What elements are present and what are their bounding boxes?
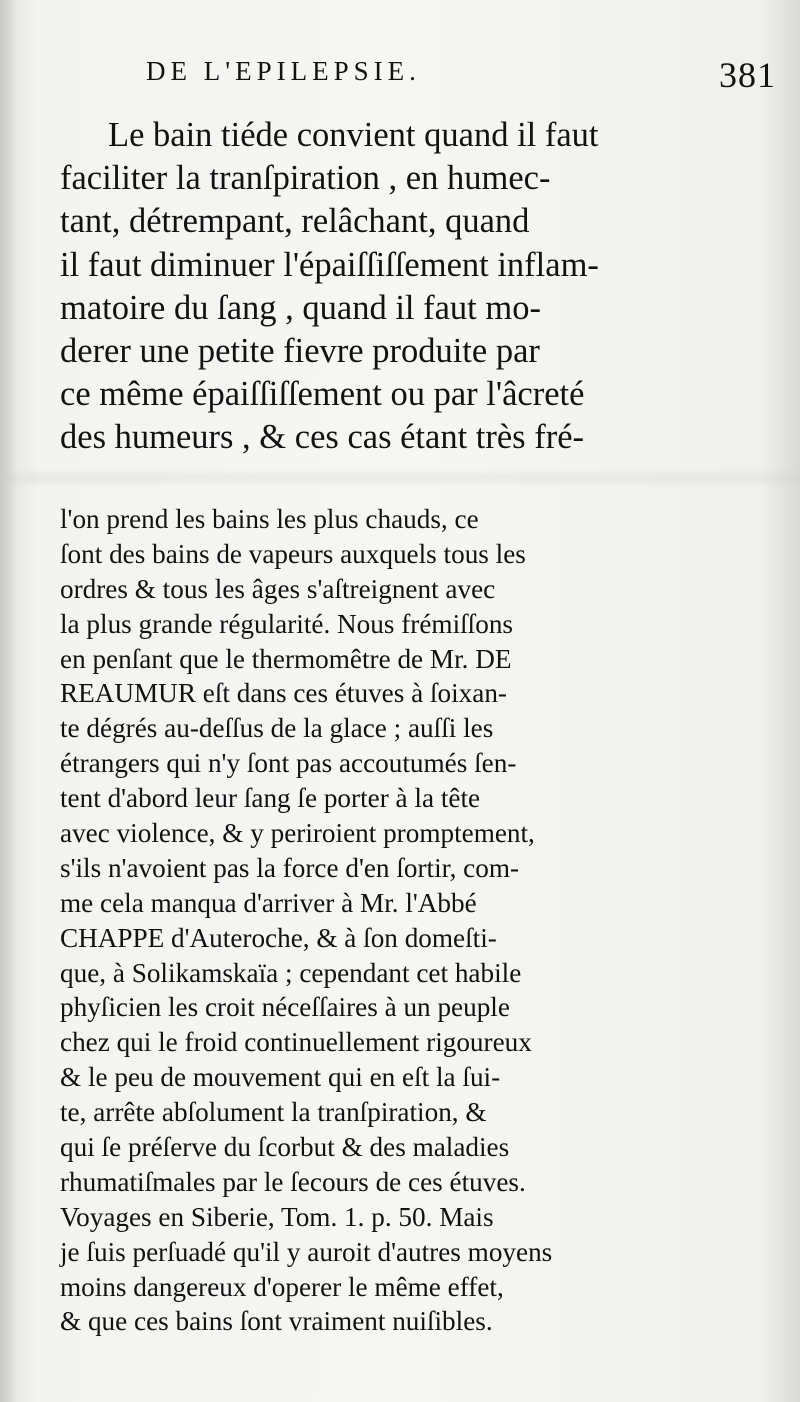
footnote-line: ordres & tous les âges s'aſtreignent avec (60, 573, 496, 604)
footnote-line: & le peu de mouvement qui en eſt la ſui- (60, 1062, 501, 1093)
footnote-line: s'ils n'avoient pas la force d'en ſortir, com- (60, 852, 520, 883)
footnote-line: je ſuis perſuadé qu'il y auroit d'autres moyens (60, 1236, 553, 1267)
text-line: tant, détrempant, relâchant, quand (60, 202, 530, 241)
footnote-line: Voyages en Siberie, Tom. 1. p. 50. Mais (60, 1201, 494, 1232)
page-header (62, 50, 780, 100)
main-paragraph (60, 114, 780, 460)
footnote-line: qui ſe préſerve du ſcorbut & des maladies (60, 1132, 510, 1163)
footnote-line: chez qui le froid continuellement rigoureux (60, 1027, 532, 1058)
footnote-line: te, arrête abſolument la tranſpiration, & (60, 1097, 487, 1128)
text-line: faciliter la tranſpiration , en humec- (60, 159, 551, 198)
text-line: ce même épaiſſiſſement ou par l'âcreté (60, 375, 585, 414)
footnote-line: & que ces bains ſont vraiment nuiſibles. (60, 1306, 493, 1337)
running-title: DE L'EPILEPSIE. (146, 56, 421, 86)
footnote-line: te dégrés au-deſſus de la glace ; auſſi les (60, 713, 494, 744)
footnote-line: CHAPPE d'Auteroche, & à ſon domeſti- (60, 922, 497, 953)
page-number: 381 (719, 55, 776, 95)
footnote-line: l'on prend les bains les plus chauds, ce (60, 504, 479, 534)
text-line: des humeurs , & ces cas étant très fré- (60, 418, 585, 457)
footnote-line: en penſant que le thermomêtre de Mr. DE (60, 643, 512, 674)
footnote-line: phyſicien les croit néceſſaires à un peuple (60, 992, 510, 1023)
footnote-line: me cela manqua d'arriver à Mr. l'Abbé (60, 887, 477, 918)
text-line: il faut diminuer l'épaiſſiſſement inflam- (60, 245, 599, 284)
footnote-line: avec violence, & y periroient promptement, (60, 818, 535, 849)
footnote-line: rhumatiſmales par le ſecours de ces étuves. (60, 1166, 526, 1197)
footnote-text (60, 502, 780, 1339)
footnote-line: REAUMUR eſt dans ces étuves à ſoixan- (60, 678, 507, 709)
text-line: derer une petite fievre produite par (60, 331, 540, 370)
paper-shading (0, 468, 800, 488)
footnote-line: que, à Solikamskaïa ; cependant cet habile (60, 957, 522, 988)
footnote-line: ſont des bains de vapeurs auxquels tous les (60, 538, 526, 569)
footnote-line: tent d'abord leur ſang ſe porter à la tête (60, 783, 481, 814)
footnote-line: étrangers qui n'y ſont pas accoutumés ſen- (60, 748, 517, 779)
footnote-line: la plus grande régularité. Nous frémiſſons (60, 608, 514, 639)
text-line: Le bain tiéde convient quand il faut (108, 116, 599, 154)
footnote-line: moins dangereux d'operer le même effet, (60, 1271, 504, 1302)
text-line: matoire du ſang , quand il faut mo- (60, 288, 541, 327)
